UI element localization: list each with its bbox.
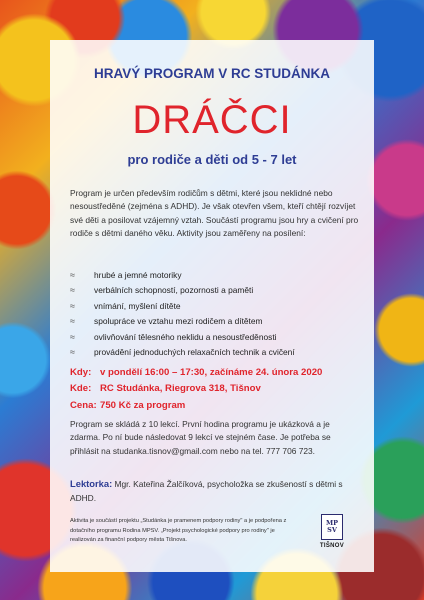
lecturer-label: Lektorka: — [70, 478, 113, 489]
bullet-icon: ≈ — [70, 346, 75, 357]
page-title: DRÁČCI — [132, 98, 292, 142]
organizer-heading: HRAVÝ PROGRAM V RC STUDÁNKA — [93, 66, 330, 81]
footer-note: Aktivita je součástí projektu „Studánka je pramenem podpory rodiny" a je podpořena z dotačního programu Rodina MPSV. „Projekt psychologické podpory pro rodiny" je realizován za finanční podpory města Tišnova. — [70, 518, 287, 544]
bullet-icon: ≈ — [70, 270, 75, 280]
list-item — [70, 330, 365, 345]
mpsv-logo-line1: MP — [325, 519, 339, 527]
lecturer-text: Mgr. Kateřina Žalčíková, psycholožka se zkušeností s dětmi s ADHD. — [70, 479, 343, 503]
list-item — [70, 268, 365, 283]
when-value: v pondělí 16:00 – 17:30, začínáme 24. února 2020 — [100, 366, 323, 378]
info-when — [70, 364, 365, 381]
where-label: Kde: — [70, 383, 92, 395]
info-price — [70, 397, 365, 414]
mpsv-logo-line2: SV — [327, 526, 337, 534]
mpsv-logo — [321, 514, 343, 540]
intro-paragraph: Program je určen především rodičům s dětmi, které jsou neklidné nebo nesoustředěné (zejména s ADHD). Je však otevřen všem, kteří chtějí rozvíjet své děti a posilovat vzájemný vztah. Součástí programu jsou hry a cvičení pro rodiče s dětmi daného věku. Aktivity jsou zaměřeny na posílení: — [70, 188, 359, 239]
bullet-icon: ≈ — [70, 300, 75, 311]
list-item-text: spolupráce ve vztahu mezi rodičem a dítětem — [94, 316, 263, 327]
bullet-icon: ≈ — [70, 285, 75, 296]
course-paragraph: Program se skládá z 10 lekcí. První hodina programu je ukázková a je zdarma. Po ní bude následovat 9 lekcí ve stejném čase. Je potřeba se přihlásit na studanka.tisnov@gmail.com nebo na tel. 777 706 723. — [70, 419, 331, 456]
list-item-text: vnímání, myšlení dítěte — [94, 300, 181, 311]
list-item — [70, 345, 365, 360]
poster-panel — [50, 40, 374, 572]
lecturer-paragraph — [70, 477, 360, 505]
bullet-icon: ≈ — [70, 316, 75, 327]
when-label: Kdy: — [70, 366, 92, 378]
bullet-icon: ≈ — [70, 331, 75, 342]
price-value: 750 Kč za program — [100, 399, 186, 411]
event-info — [70, 364, 365, 414]
tisnov-logo: TIŠNOV — [319, 543, 345, 549]
list-item-text: provádění jednoduchých relaxačních technik a cvičení — [94, 346, 295, 357]
audience-subtitle: pro rodiče a děti od 5 - 7 let — [127, 152, 297, 167]
list-item — [70, 283, 365, 298]
info-where — [70, 381, 365, 398]
list-item-text: verbálních schopností, pozornosti a paměti — [94, 285, 254, 296]
price-label: Cena: — [70, 399, 97, 411]
list-item — [70, 314, 365, 329]
benefit-list — [70, 268, 365, 360]
list-item-text: hrubé a jemné motoriky — [94, 270, 182, 280]
list-item — [70, 299, 365, 314]
where-value: RC Studánka, Riegrova 318, Tišnov — [100, 383, 261, 395]
list-item-text: ovlivňování tělesného neklidu a nesoustředěnosti — [94, 331, 277, 342]
